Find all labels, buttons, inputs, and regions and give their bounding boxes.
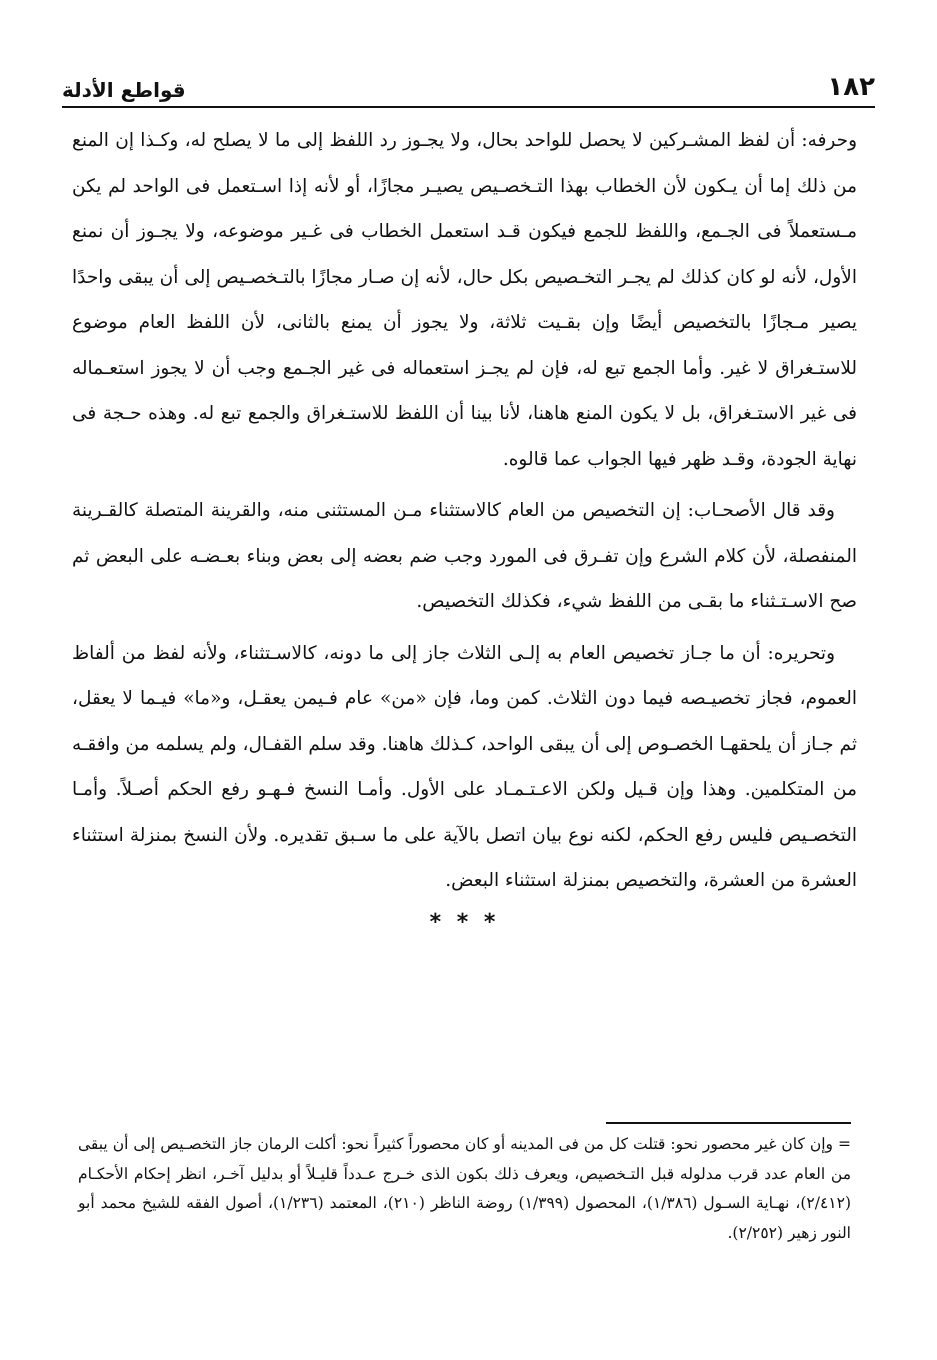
main-text xyxy=(72,118,857,935)
paragraph-argument: وحرفه: أن لفظ المشـركين لا يحصل للواحد بحال، ولا يجـوز رد اللفظ إلى ما لا يصلح له، وكـذا إن المنع من ذلك إما أن يـكون لأن الخطاب بهذا التـخصـيص يصيـر مجازًا، أو لأنه إذا اسـتعمل فى الواحد لم يكن مـستعملاً فى الجـمع، واللفظ للجمع فيكون قـد استعمل الخطاب فى غـير موضوعه، ولا يجـوز أن نمنع الأول، لأنه لو كان كذلك لم يجـر التخـصيص بكل حال، لأنه إن صـار مجازًا بالتـخصـيص إلى أن يبقى واحدًا يصير مـجازًا بالتخصيص أيضًا وإن بقـيت ثلاثة، ولا يجوز أن يمنع بالثانى، لأن اللفظ العام موضوع للاستـغراق لا غير. وأما الجمع تبع له، فإن لم يجـز استعماله فى غير الجـمع وجب أن لا يجوز استعـماله فى غير الاستـغراق، بل لا يكون المنع هاهنا، لأنا بينا أن اللفظ للاستـغراق والجمع تبع له. وهذه حـجة فى نهاية الجودة، وقـد ظهر فيها الجواب عما قالوه. xyxy=(72,130,857,470)
footnotes xyxy=(78,1130,851,1248)
book-title: قواطع الأدلة xyxy=(62,78,186,102)
paragraph-editing: وتحريره: أن ما جـاز تخصيص العام به إلـى الثلاث جاز إلى ما دونه، كالاسـتثناء، ولأنه لفظ من ألفاظ العموم، فجاز تخصيـصه فيما دون الثلاث. كمن وما، فإن «من» عام فـيمن يعقـل، و«ما» فيـما لا يعقل، ثم جـاز أن يلحقهـا الخصـوص إلى أن يبقى الواحد، كـذلك هاهنا. وقد سلم القفـال، ولم يسلمه من وافقـه من المتكلمين. وهذا وإن قـيل ولكن الاعـتـمـاد على الأول. وأمـا النسخ فـهـو رفع الحكم أصـلاً. وأمـا التخصـيص فليس رفع الحكم، لكنه نوع بيان اتصل بالآية على ما سـبق تقديره. ولأن النسخ بمنزلة استثناء العشرة من العشرة، والتخصيص بمنزلة استثناء البعض. xyxy=(72,642,857,891)
footnote-rule xyxy=(606,1122,851,1124)
running-head xyxy=(62,62,875,108)
paragraph-companions: وقد قال الأصحـاب: إن التخصيص من العام كالاستثناء مـن المستثنى منه، والقرينة المتصلة كالقـرينة المنفصلة، لأن كلام الشرع وإن تفـرق فى المورد وجب ضم بعضه إلى بعض وبناء بعـضـه على البعض ثم صح الاسـتـثناء ما بقـى من اللفظ شيء، فكذلك التخصيص. xyxy=(72,500,857,612)
section-separator: * * * xyxy=(429,909,500,935)
page-number: ١٨٢ xyxy=(827,72,875,102)
footnote-continuation: = وإن كان غير محصور نحو: قتلت كل من فى المدينه أو كان محصوراً كثيراً نحو: أكلت الرمان جاز التخصـيص إلى أن يبقى من العام عدد قرب مدلوله قبل التـخصيص، ويعرف ذلك بكون الذى خـرج عـدداً قليـلاً أو بدليل آخـر، انظر إحكام الأحكـام (٢/٤١٢)، نهـاية السـول (١/٣٨٦)، المحصول (١/٣٩٩) روضة الناظر (٢١٠)، المعتمد (١/٢٣٦)، أصول الفقه للشيخ محمد أبو النور زهير (٢/٢٥٢). xyxy=(78,1135,852,1242)
